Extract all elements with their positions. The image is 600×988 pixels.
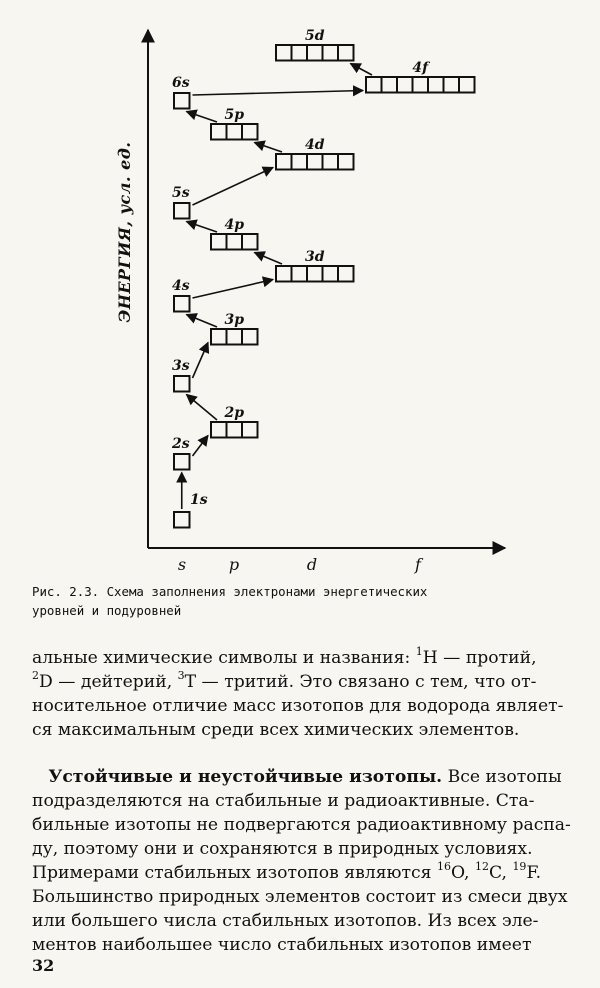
- orbital-box: [307, 266, 323, 282]
- orbital-box: [338, 266, 354, 282]
- sublevel-3p: [211, 312, 258, 345]
- orbital-box: [444, 77, 460, 93]
- filling-arrow: [187, 112, 218, 123]
- y-axis-label: ЭНЕРГИЯ, усл. ед.: [115, 141, 134, 323]
- filling-arrow: [193, 280, 274, 299]
- orbital-box: [242, 422, 258, 438]
- para2-line-5: Примерами стабильных изотопов являются $^{16}$O, $^{12}$C, $^{19}$F.: [32, 860, 542, 883]
- sublevel-4p: [211, 217, 258, 250]
- orbital-box: [292, 266, 308, 282]
- x-axis-label-s: s: [177, 555, 187, 574]
- sublevel-5s: [172, 185, 190, 219]
- orbital-box: [397, 77, 413, 93]
- section-heading: Устойчивые и неустойчивые изотопы.: [48, 767, 443, 787]
- sublevel-6s: [172, 75, 190, 109]
- x-axis-labels: [178, 555, 424, 574]
- orbital-box: [413, 77, 429, 93]
- filling-arrow: [187, 315, 218, 328]
- sublevel-label: 3s: [172, 358, 190, 374]
- para1-line-4: ся максимальным среди всех химических элементов.: [32, 720, 520, 740]
- sublevel-label: 6s: [172, 75, 190, 91]
- orbital-box: [323, 266, 339, 282]
- sublevel-1s: [174, 492, 208, 528]
- para2-line-2: подразделяются на стабильные и радиоактивные. Ста-: [32, 791, 535, 811]
- sublevel-label: 4d: [304, 137, 325, 153]
- sublevels: [171, 28, 475, 528]
- orbital-box: [227, 234, 243, 250]
- page-number: 32: [32, 956, 55, 975]
- filling-arrow: [193, 168, 274, 206]
- orbital-box: [382, 77, 398, 93]
- para2-line-4: ду, поэтому они и сохраняются в природных условиях.: [32, 839, 533, 859]
- orbital-box: [276, 154, 292, 170]
- sublevel-4f: [366, 60, 475, 93]
- sublevel-label: 4f: [412, 60, 429, 76]
- para2-line-1: Устойчивые и неустойчивые изотопы. Все изотопы: [48, 767, 562, 787]
- sublevel-5d: [276, 28, 354, 61]
- filling-arrow: [255, 143, 283, 153]
- orbital-box: [227, 329, 243, 345]
- orbital-box: [323, 45, 339, 61]
- sublevel-3s: [172, 358, 190, 392]
- orbital-box: [292, 154, 308, 170]
- diagram-axes: [148, 30, 505, 548]
- orbital-box: [211, 422, 227, 438]
- filling-arrow: [193, 343, 209, 379]
- orbital-box: [428, 77, 444, 93]
- orbital-box: [211, 124, 227, 140]
- sublevel-label: 4s: [172, 278, 190, 294]
- orbital-box: [174, 512, 190, 528]
- orbital-box: [459, 77, 475, 93]
- orbital-box: [307, 45, 323, 61]
- orbital-box: [227, 124, 243, 140]
- orbital-box: [174, 454, 190, 470]
- sublevel-5p: [211, 107, 258, 140]
- orbital-box: [366, 77, 382, 93]
- filling-arrow: [255, 253, 283, 265]
- sublevel-4s: [172, 278, 190, 312]
- sublevel-label: 1s: [190, 492, 208, 508]
- sublevel-label: 3d: [304, 249, 325, 265]
- filling-arrow: [187, 222, 218, 233]
- sublevel-label: 5s: [172, 185, 190, 201]
- orbital-box: [307, 154, 323, 170]
- sublevel-2p: [211, 405, 258, 438]
- orbital-box: [174, 93, 190, 109]
- orbital-box: [338, 154, 354, 170]
- orbital-box: [276, 45, 292, 61]
- para2-line-6: Большинство природных элементов состоит из смеси двух: [32, 887, 568, 907]
- sublevel-4d: [276, 137, 354, 170]
- orbital-box: [276, 266, 292, 282]
- orbital-box: [323, 154, 339, 170]
- orbital-box: [174, 376, 190, 392]
- orbital-box: [174, 203, 190, 219]
- orbital-box: [227, 422, 243, 438]
- figure-caption: [32, 582, 572, 620]
- sublevel-label: 2s: [172, 436, 190, 452]
- para2-line-3: бильные изотопы не подвергаются радиоактивному распа-: [32, 815, 571, 835]
- filling-arrow: [193, 436, 209, 457]
- sublevel-label: 2p: [224, 405, 245, 421]
- x-axis-label-p: p: [228, 555, 240, 574]
- orbital-box: [338, 45, 354, 61]
- sublevel-3d: [276, 249, 354, 282]
- x-axis-label-f: f: [415, 555, 421, 574]
- orbital-box: [242, 124, 258, 140]
- sublevel-label: 5p: [224, 107, 245, 123]
- sublevel-label: 4p: [224, 217, 245, 233]
- paragraph-2: [32, 765, 578, 957]
- para1-line-2: $^2$D — дейтерий, $^3$T — тритий. Это связано с тем, что от-: [32, 669, 537, 692]
- sublevel-label: 3p: [224, 312, 245, 328]
- sublevel-2s: [171, 436, 190, 470]
- orbital-box: [211, 329, 227, 345]
- caption-line-1: Рис. 2.3. Схема заполнения электронами энергетических: [32, 584, 428, 599]
- filling-arrow: [193, 91, 364, 96]
- filling-arrow: [187, 395, 218, 421]
- orbital-box: [242, 234, 258, 250]
- x-axis-label-d: d: [306, 555, 318, 574]
- orbital-box: [242, 329, 258, 345]
- orbital-box: [211, 234, 227, 250]
- paragraph-1: [32, 646, 578, 742]
- filling-arrow: [351, 64, 373, 76]
- caption-line-2: уровней и подуровней: [32, 603, 182, 618]
- sublevel-label: 5d: [304, 28, 325, 44]
- para1-line-3: носительное отличие масс изотопов для водорода являет-: [32, 696, 564, 716]
- para1-line-1: альные химические символы и названия: $^1$H — протий,: [32, 645, 537, 668]
- para2-line-7: или большего числа стабильных изотопов. Из всех эле-: [32, 911, 539, 931]
- orbital-box: [174, 296, 190, 312]
- orbital-box: [292, 45, 308, 61]
- para2-line-8: ментов наибольшее число стабильных изотопов имеет: [32, 935, 532, 955]
